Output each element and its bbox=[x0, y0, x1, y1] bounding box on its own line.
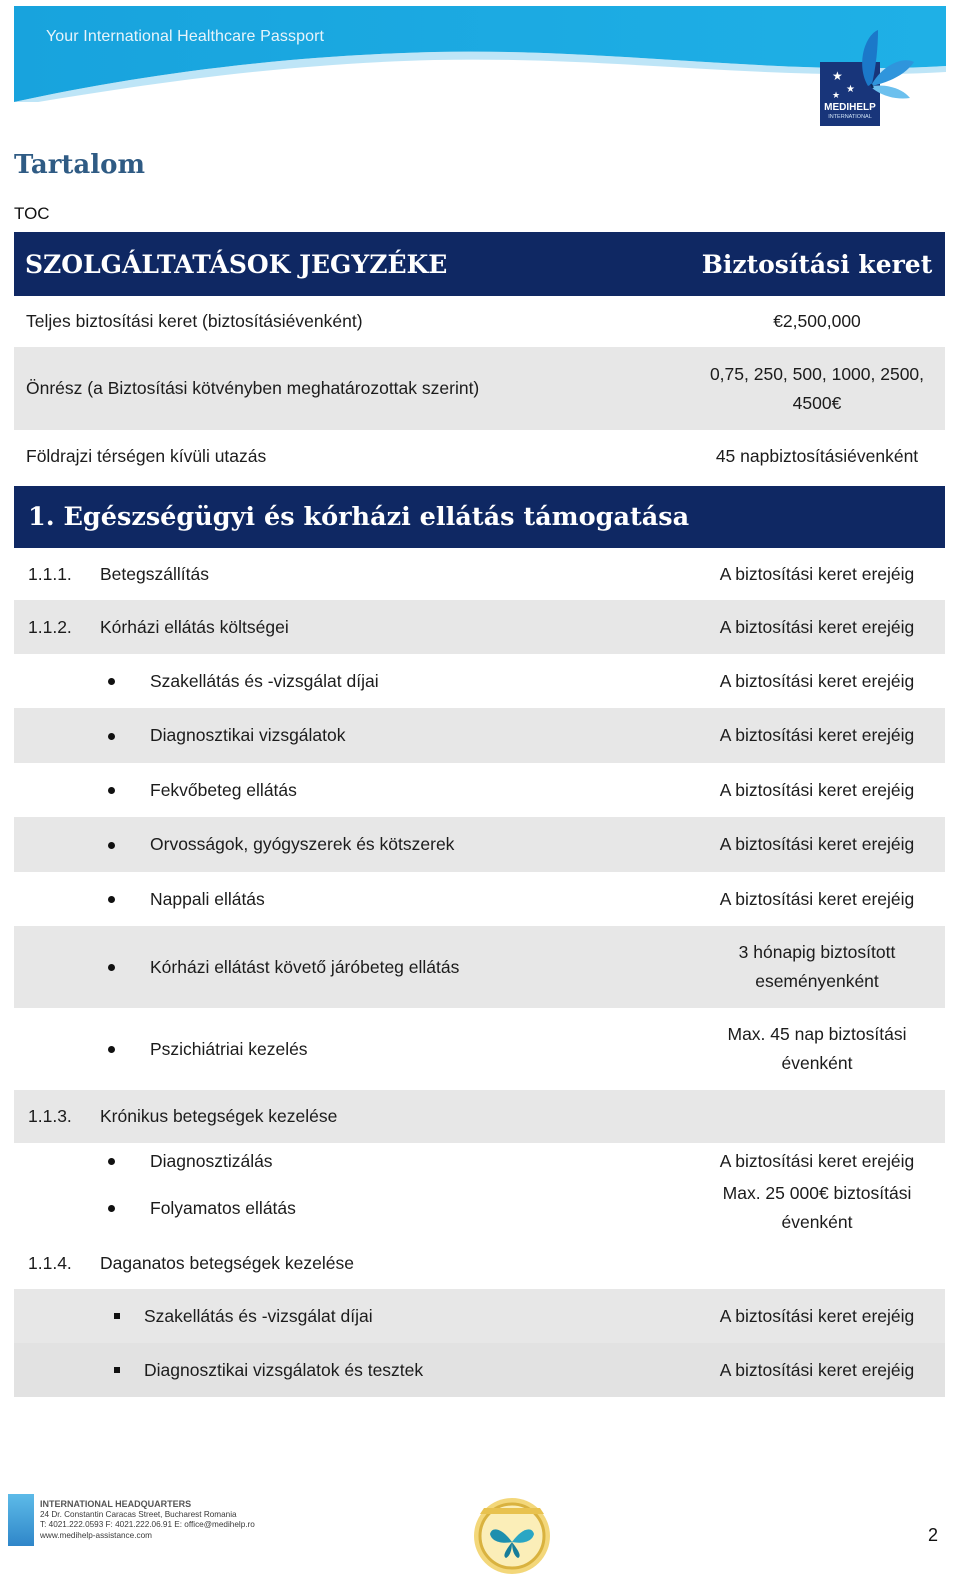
row-label: Daganatos betegségek kezelése bbox=[100, 1252, 354, 1273]
row-value: A biztosítási keret erejéig bbox=[719, 1359, 915, 1380]
row-label: Fekvőbeteg ellátás bbox=[150, 779, 297, 800]
section-header bbox=[14, 486, 945, 548]
row-label: Folyamatos ellátás bbox=[150, 1197, 296, 1218]
footer-logo-bar bbox=[8, 1494, 34, 1546]
row-value: A biztosítási keret erejéig bbox=[719, 834, 915, 854]
quality-seal-icon bbox=[462, 1484, 562, 1584]
row-label: Orvosságok, gyógyszerek és kötszerek bbox=[150, 834, 455, 854]
row-number: 1.1.1. bbox=[28, 563, 72, 584]
svg-text:★: ★ bbox=[832, 91, 841, 101]
table-row bbox=[14, 817, 945, 872]
row-number: 1.1.2. bbox=[28, 616, 72, 637]
summary-label: Önrész (a Biztosítási kötvényben meghatározottak szerint) bbox=[26, 378, 480, 398]
table-row bbox=[14, 1143, 945, 1179]
row-label: Szakellátás és -vizsgálat díjai bbox=[150, 670, 379, 691]
summary-label: Teljes biztosítási keret (biztosításiévenként) bbox=[26, 311, 363, 331]
section-title: 1. Egészségügyi és kórházi ellátás támogatása bbox=[28, 502, 690, 532]
banner-wave bbox=[14, 6, 946, 102]
footer-web: www.medihelp-assistance.com bbox=[40, 1530, 152, 1540]
summary-row bbox=[14, 430, 945, 483]
summary-value: 0,75, 250, 500, 1000, 2500, 4500€ bbox=[709, 363, 925, 413]
row-value: A biztosítási keret erejéig bbox=[719, 1305, 915, 1326]
row-label: Diagnosztikai vizsgálatok és tesztek bbox=[144, 1359, 424, 1380]
footer-address: 24 Dr. Constantin Caracas Street, Bucharest Romania bbox=[40, 1509, 237, 1519]
banner-tagline: Your International Healthcare Passport bbox=[46, 28, 325, 45]
row-label: Krónikus betegségek kezelése bbox=[100, 1106, 338, 1126]
row-value: A biztosítási keret erejéig bbox=[719, 670, 915, 691]
table-row bbox=[14, 1008, 945, 1090]
row-label: Nappali ellátás bbox=[150, 888, 265, 909]
summary-value: €2,500,000 bbox=[773, 311, 861, 331]
row-label: Betegszállítás bbox=[100, 563, 209, 584]
table-row bbox=[14, 926, 945, 1008]
medihelp-logo bbox=[816, 26, 932, 128]
table-row bbox=[14, 1237, 945, 1289]
table-header bbox=[14, 232, 945, 296]
table-row bbox=[14, 1289, 945, 1343]
row-value: Max. 45 nap biztosítási évenként bbox=[727, 1024, 907, 1073]
toc-title: Tartalom bbox=[14, 150, 145, 180]
row-label: Kórházi ellátást követő járóbeteg ellátás bbox=[150, 956, 460, 977]
row-value: A biztosítási keret erejéig bbox=[719, 616, 915, 637]
row-number: 1.1.3. bbox=[28, 1106, 72, 1126]
row-value: A biztosítási keret erejéig bbox=[719, 888, 915, 909]
logo-subtext: INTERNATIONAL bbox=[828, 114, 872, 120]
table-header-right: Biztosítási keret bbox=[701, 249, 933, 279]
table-row bbox=[14, 763, 945, 817]
table-row bbox=[14, 548, 945, 600]
table-header-left: SZOLGÁLTATÁSOK JEGYZÉKE bbox=[25, 249, 448, 279]
row-value: A biztosítási keret erejéig bbox=[719, 563, 915, 584]
footer-contact: T: 4021.222.0593 F: 4021.222.06.91 E: office@medihelp.ro bbox=[40, 1520, 255, 1529]
row-value: A biztosítási keret erejéig bbox=[719, 1150, 915, 1171]
footer-hq: INTERNATIONAL HEADQUARTERS bbox=[40, 1499, 192, 1509]
table-row bbox=[14, 600, 945, 654]
table-row bbox=[14, 708, 945, 763]
footer-address-block bbox=[40, 1499, 255, 1541]
toc-marker: TOC bbox=[14, 204, 50, 223]
summary-value: 45 napbiztosításiévenként bbox=[715, 446, 919, 466]
page-number: 2 bbox=[928, 1525, 939, 1545]
table-row bbox=[14, 1090, 945, 1143]
logo-text: MEDIHELP bbox=[824, 102, 876, 113]
table-row bbox=[14, 654, 945, 708]
table-row bbox=[14, 1343, 945, 1397]
row-number: 1.1.4. bbox=[28, 1252, 72, 1273]
row-label: Pszichiátriai kezelés bbox=[150, 1038, 308, 1059]
row-label: Diagnosztikai vizsgálatok bbox=[150, 725, 346, 745]
table-row bbox=[14, 1179, 945, 1237]
summary-row bbox=[14, 347, 945, 430]
row-value: A biztosítási keret erejéig bbox=[719, 779, 915, 800]
svg-text:★: ★ bbox=[832, 69, 843, 83]
row-value: Max. 25 000€ biztosítási évenként bbox=[722, 1183, 912, 1232]
row-label: Kórházi ellátás költségei bbox=[100, 616, 289, 637]
header-banner bbox=[14, 6, 946, 102]
row-value: A biztosítási keret erejéig bbox=[719, 725, 915, 745]
row-label: Szakellátás és -vizsgálat díjai bbox=[144, 1305, 373, 1326]
row-label: Diagnosztizálás bbox=[150, 1150, 273, 1171]
summary-row bbox=[14, 296, 945, 347]
butterfly-icon bbox=[816, 26, 932, 106]
svg-text:★: ★ bbox=[846, 84, 855, 95]
row-value: 3 hónapig biztosított eseményenként bbox=[738, 942, 896, 991]
summary-label: Földrajzi térségen kívüli utazás bbox=[26, 446, 267, 466]
table-row bbox=[14, 872, 945, 926]
